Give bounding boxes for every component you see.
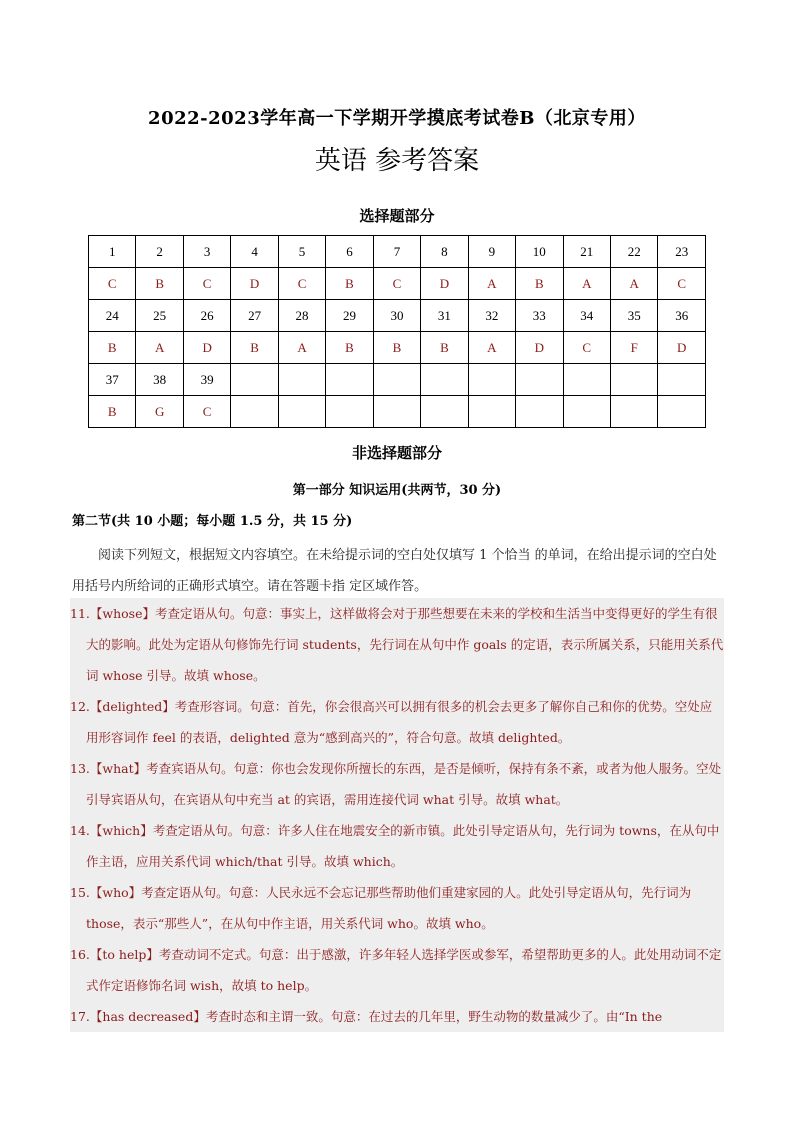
question-number-row [89,236,706,268]
question-number-cell: 34 [563,300,610,332]
question-number-cell: 28 [278,300,325,332]
question-number-cell: 24 [89,300,136,332]
answer-cell: A [278,332,325,364]
answer-cell [610,396,657,428]
explanation-item [70,939,724,1001]
explanation-text: 考查定语从句。句意：人民永远不会忘记那些帮助他们重建家园的人。此处引导定语从句，先行词为 those，表示“那些人”，在从句中作主语，用关系代词 who。故填 who。 [86,885,692,931]
section-choice-heading: 选择题部分 [359,207,435,225]
answer-cell: C [373,268,420,300]
answer-cell: A [563,268,610,300]
explanation-text: 考查定语从句。句意：许多人住在地震安全的新市镇。此处引导定语从句，先行词为 towns，在从句中作主语，应用关系代词 which/that 引导。故填 which。 [86,823,720,869]
answer-cell: B [326,332,373,364]
answer-cell: A [610,268,657,300]
question-number: 12. [70,699,90,714]
answer-cell: F [610,332,657,364]
question-number-cell: 39 [183,364,230,396]
part-two-heading: 第二节(共 10 小题；每小题 1.5 分，共 15 分) [72,514,353,529]
explanation-text: 考查宾语从句。句意：你也会发现你所擅长的东西，是否是倾听，保持有条不紊，或者为他人服务。空处引导宾语从句，在宾语从句中充当 at 的宾语，需用连接代词 what 引导。故填 what。 [86,761,722,807]
answer-cell [563,396,610,428]
question-number-cell: 32 [468,300,515,332]
question-number-cell: 1 [89,236,136,268]
answer-cell: B [326,268,373,300]
question-number-cell: 35 [610,300,657,332]
explanation-item [70,691,724,753]
answer-cell: D [421,268,468,300]
question-number-cell: 29 [326,300,373,332]
question-number-cell [326,364,373,396]
question-number-cell: 33 [516,300,563,332]
question-number-cell: 2 [136,236,183,268]
question-number-cell: 25 [136,300,183,332]
question-number-cell: 22 [610,236,657,268]
answer-row [89,268,706,300]
question-number-cell [468,364,515,396]
explanation-item [70,877,724,939]
answer-cell: B [136,268,183,300]
answer-cell [658,396,706,428]
section-nonchoice-heading: 非选择题部分 [351,444,442,462]
question-number-cell: 27 [231,300,278,332]
question-number-cell [231,364,278,396]
question-number-cell: 10 [516,236,563,268]
question-number-cell: 6 [326,236,373,268]
question-number-cell [516,364,563,396]
question-number-cell: 37 [89,364,136,396]
explanation-item [70,753,724,815]
answer-key: 【who】 [89,885,142,900]
question-number-cell [373,364,420,396]
answer-cell: B [373,332,420,364]
answer-cell: D [658,332,706,364]
answer-cell: C [183,268,230,300]
answer-cell: A [468,332,515,364]
document-subtitle: 英语 参考答案 [314,146,480,176]
question-number-cell [610,364,657,396]
question-number: 16. [70,947,90,962]
answer-cell: D [183,332,230,364]
answer-cell: C [183,396,230,428]
question-number-cell: 23 [658,236,706,268]
answer-cell [468,396,515,428]
answer-cell: B [421,332,468,364]
answer-cell: B [89,332,136,364]
question-number-row [89,364,706,396]
question-number-cell: 8 [421,236,468,268]
answer-key: 【to help】 [89,947,159,962]
answer-row [89,396,706,428]
question-number-cell: 9 [468,236,515,268]
answer-table [88,235,706,428]
explanation-text: 考查定语从句。句意：事实上，这样做将会对于那些想要在未来的学校和生活当中变得更好的学生有很大的影响。此处为定语从句修饰先行词 students，先行词在从句中作 goals 的定语，表示所属关系，只能用关系代词 whose 引导。故填 whose。 [86,606,724,683]
question-number: 13. [70,761,90,776]
question-number-cell [278,364,325,396]
explanation-item [70,815,724,877]
question-number-cell: 21 [563,236,610,268]
answer-key: 【which】 [89,823,153,838]
part-one-heading: 第一部分 知识运用(共两节，30 分) [292,483,502,498]
question-number-cell [658,364,706,396]
answer-row [89,332,706,364]
question-number-cell: 4 [231,236,278,268]
question-number: 17. [70,1009,90,1024]
answer-cell: A [136,332,183,364]
question-number-cell: 7 [373,236,420,268]
answer-cell: C [658,268,706,300]
answer-cell: D [231,268,278,300]
question-number: 11. [70,606,90,621]
answer-cell: B [231,332,278,364]
answer-key: 【delighted】 [89,699,175,714]
explanation-item [70,1001,724,1032]
answer-cell [231,396,278,428]
instructions-paragraph: 阅读下列短文，根据短文内容填空。在未给提示词的空白处仅填写 1 个恰当 的单词，在给出提示词的空白处用括号内所给词的正确形式填空。请在答题卡指 定区域作答。 [72,548,717,594]
answer-cell [278,396,325,428]
question-number: 15. [70,885,90,900]
answer-explanations [70,598,724,1032]
question-number-cell: 38 [136,364,183,396]
answer-cell [373,396,420,428]
answer-key: 【whose】 [89,606,155,621]
answer-cell: C [89,268,136,300]
question-number-cell: 3 [183,236,230,268]
explanation-text: 考查时态和主谓一致。句意：在过去的几年里，野生动物的数量减少了。由“In the [205,1009,663,1024]
answer-cell [326,396,373,428]
document-title: 2022-2023学年高一下学期开学摸底考试卷B（北京专用） [148,108,646,129]
question-number-cell: 26 [183,300,230,332]
question-number-cell: 31 [421,300,468,332]
question-number-cell [563,364,610,396]
question-number-cell: 36 [658,300,706,332]
answer-cell: B [89,396,136,428]
question-number-row [89,300,706,332]
answer-cell [421,396,468,428]
question-number-cell [421,364,468,396]
answer-key: 【has decreased】 [89,1009,206,1024]
question-number: 14. [70,823,90,838]
answer-cell [516,396,563,428]
answer-cell: B [516,268,563,300]
answer-cell: C [563,332,610,364]
question-number-cell: 30 [373,300,420,332]
answer-cell: D [516,332,563,364]
explanation-item [70,598,724,691]
answer-cell: A [468,268,515,300]
explanation-text: 考查形容词。句意：首先，你会很高兴可以拥有很多的机会去更多了解你自己和你的优势。空处应用形容词作 feel 的表语，delighted 意为“感到高兴的”，符合句意。故填 delighted。 [86,699,713,745]
answer-cell: G [136,396,183,428]
question-number-cell: 5 [278,236,325,268]
explanation-text: 考查动词不定式。句意：出于感激，许多年轻人选择学医或参军，希望帮助更多的人。此处用动词不定式作定语修饰名词 wish，故填 to help。 [86,947,722,993]
answer-key: 【what】 [89,761,147,776]
answer-cell: C [278,268,325,300]
